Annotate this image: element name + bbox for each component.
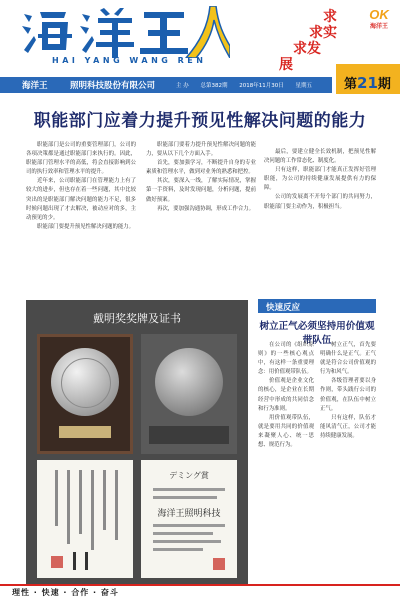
slogan-line-4: 展 (279, 57, 293, 73)
award-photo-box (26, 300, 248, 585)
publication-name: 海洋王 (22, 81, 48, 91)
photo-caption: 戴明奖奖牌及证书 (93, 312, 181, 325)
logo-english: HAI YANG WANG REN (52, 56, 207, 65)
certificate-image-left (37, 460, 133, 578)
masthead-slogan (275, 8, 363, 72)
meta-weekday: 星期五 (295, 83, 313, 89)
article-paragraph: 公司的发展离不开每个部门的共同努力，职能部门要主动作为，积极担当。 (264, 194, 376, 210)
section-label-quick-response (258, 299, 376, 313)
ok-badge-name: 海洋王 (369, 23, 388, 30)
issue-number: 21 (357, 74, 378, 92)
issue-number-badge (336, 64, 400, 94)
article-paragraph: 只有这样，职能部门才能真正发挥好管理职能，为公司的持续健康发展提供有力的保障。 (264, 167, 376, 192)
company-name: 照明科技股份有限公司 (70, 81, 156, 91)
article-column-2 (146, 141, 256, 281)
footer-values: 理性 · 快速 · 合作 · 奋斗 (12, 588, 119, 597)
article-column-3 (264, 148, 376, 280)
commentary-paragraph: 树立正气，首先要明确什么是正气。正气就是符合公司价值观的行为和风气。 (320, 342, 376, 376)
certificate-image-right (141, 460, 237, 578)
medal-stand-image (141, 334, 237, 454)
article-paragraph: 其次，要深入一线，了解实际情况，掌握第一手资料，及时发现问题，分析问题，提前做好预案。 (146, 178, 256, 203)
meta-sponsor: 主 办 (176, 83, 189, 89)
meta-date: 2018年11月30日 (239, 83, 284, 89)
article-paragraph: 职能部门要着力提升预见性解决问题的能力，要从以下几个方面入手。 (146, 142, 256, 158)
article-paragraph: 首先，要加强学习，不断提升自身的专业素质和管理水平，做到对业务的熟悉和把控。 (146, 160, 256, 176)
issue-meta (176, 81, 322, 89)
certificate-recipient: 海洋王照明科技 (157, 509, 221, 519)
article-paragraph: 职能部门是公司的重要管理部门，公司的各项决策都是通过职能部门来执行的。因此，职能部门管理水平的高低，将会直接影响到公司的执行效率和管理水平的提升。 (26, 142, 136, 176)
commentary-paragraph: 只有这样，队伍才能风清气正，公司才能持续健康发展。 (320, 414, 376, 439)
meta-issue-total: 总第382期 (200, 83, 228, 89)
ok-badge-text: OK (369, 7, 389, 22)
slogan-line-2: 求实 (309, 25, 337, 41)
section-label-text: 快速反应 (266, 303, 301, 313)
issue-suffix: 期 (377, 77, 391, 92)
silver-medal-icon (155, 348, 223, 416)
issue-prefix: 第 (344, 77, 358, 92)
medal-plaque-image (37, 334, 133, 454)
slogan-line-3: 求发 (293, 41, 321, 57)
article-paragraph: 再次，要加强沟通协调，形成工作合力。 (157, 205, 255, 212)
main-headline: 职能部门应着力提升预见性解决问题的能力 (33, 111, 367, 131)
slogan-line-1: 求 (323, 9, 337, 25)
red-seal-icon (51, 556, 63, 568)
commentary-paragraph: 在公司的《组织原则》的一些核心观点中，有这样一条重要理念：用价值观带队伍。 (258, 342, 314, 376)
article-column-1 (26, 141, 136, 281)
article-paragraph: 最后，要建立健全长效机制，把预见性解决问题的工作常态化、制度化。 (264, 149, 376, 165)
commentary-title: 树立正气必须坚持用价值观带队伍 (259, 321, 375, 346)
commentary-column-1 (258, 341, 314, 585)
commentary-paragraph: 价值观是企业文化的核心，是企业在长期经营中形成的共同信念和行为准则。 (258, 378, 314, 412)
page-footer (0, 584, 400, 600)
commentary-paragraph: 用价值观带队伍，就是要用共同的价值观来凝聚人心、统一思想、规范行为。 (258, 414, 314, 449)
newspaper-logo (20, 6, 230, 58)
ok-logo-icon (364, 8, 394, 30)
article-paragraph: 近年来，公司职能部门在管理能力上有了较大的进步，但也存在着一些问题，其中比较突出的是职能部门解决问题的能力不足，很多时候问题出现了才去解决，被动应对的多，主动预见的少。 (26, 178, 136, 221)
commentary-column-2 (320, 341, 376, 585)
commentary-paragraph: 各级管理者要以身作则，带头践行公司的价值观，在队伍中树立正气。 (320, 378, 376, 412)
red-seal-icon (213, 558, 225, 570)
certificate-title: デミング賞 (169, 471, 209, 480)
article-paragraph: 职能部门要提升预见性解决问题的能力。 (37, 223, 135, 230)
